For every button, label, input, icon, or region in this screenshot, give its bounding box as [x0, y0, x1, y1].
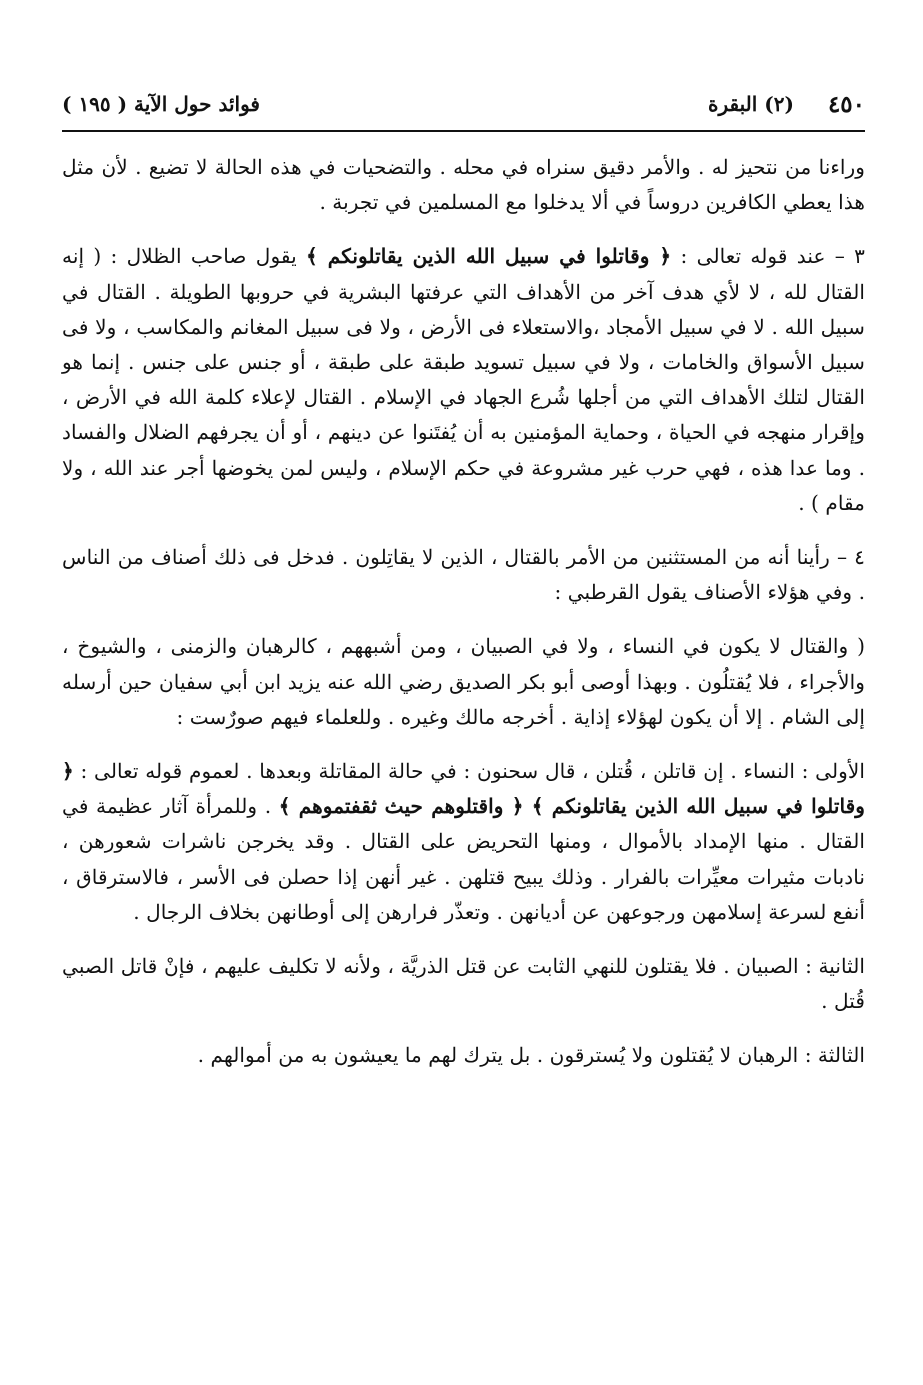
page-header [62, 84, 865, 124]
text-line: لأن مثل هذا يعطي الكافرين دروساً في ألا يدخلوا مع المسلمين في تجربة . [62, 155, 865, 215]
quote-qurtubi [62, 629, 865, 735]
surah-name: (٢) البقرة [707, 92, 794, 116]
quran-verse: ﴿ وقاتلوا في سبيل الله الذين يقاتلونكم ﴾ [306, 244, 672, 269]
paragraph-intro: ٣ – عند قوله تعالى : [671, 244, 866, 269]
text-line: يقول صاحب [190, 244, 307, 269]
text-line: الثانية : الصبيان . فلا يقتلون للنهي الثابت عن قتل الذريَّة ، ولأنه لا تكليف [268, 954, 865, 979]
quran-verse: ثقفتموهم ﴾ [278, 794, 378, 819]
text-line: على القتال . وقد يخرجن ناشرات شعورهن ، نادبات مثيرات معيِّرات بالفرار . وذلك [62, 829, 865, 889]
text-line: ( والقتال لا يكون في النساء ، ولا في الصبيان ، ومن أشبههم ، كالرهبان والزمنى ، [155, 634, 865, 659]
page-number: ٤٥٠ [827, 90, 865, 118]
text-line: ورجوعهن عن أديانهن . وتعذّر فرارهن إلى أوطانهن بخلاف الرجال . [133, 899, 686, 924]
quran-verse: ﴿ وقاتلوا في سبيل الله الذين يقاتلونكم ﴾ ﴿ واقتلوهم حيث [62, 759, 865, 819]
text-line: فهي حرب غير مشروعة في حكم الإسلام ، وليس لمن يخوضها أجر عند الله ، ولا [62, 455, 731, 480]
text-line: يبيح قتلهن . غير أنهن إذا حصلن فى الأسر ، فالاسترقاق ، أنفع لسرعة إسلامهن [62, 864, 865, 924]
text-line: شُرع الجهاد في الإسلام . القتال لإعلاء كلمة الله في الأرض ، وإقرار منهجه في الحياة ، [62, 385, 865, 445]
text-line: والشيوخ ، والأجراء ، فلا يُقتلُون . وبهذا أوصى أبو بكر الصديق رضي الله عنه يزيد [62, 634, 866, 694]
section-title: فوائد حول الآية ( ١٩٥ ) [62, 92, 260, 116]
text-line: طبقة على طبقة ، أو جنس على جنس . إنما هو القتال لتلك الأهداف التي من أجلها [62, 350, 865, 410]
paragraph-third-monks [62, 1038, 865, 1073]
text-line: الظلال : ( إنه القتال لله ، لا لأي هدف آخر من الأهداف التي عرفتها البشرية في [62, 244, 865, 304]
text-line: . وللمرأة آثار عظيمة في القتال . منها الإمداد بالأموال ، ومنها التحريض [62, 794, 865, 854]
page-body [62, 150, 865, 1074]
text-line: الأولى : النساء . إن قاتلن ، قُتلن ، قال سحنون : في حالة المقاتلة وبعدها . لعموم [188, 759, 866, 784]
text-line: عليهم ، فإنْ قاتل الصبي قُتل . [62, 954, 865, 1014]
paragraph-4 [62, 540, 865, 610]
text-line: مقام ) . [798, 490, 865, 515]
text-line: فى سبيل المغانم والمكاسب ، ولا فى سبيل الأسواق والخامات ، ولا في سبيل تسويد [62, 314, 865, 375]
paragraph-first-women [62, 754, 865, 930]
text-line: أصناف من الناس . وفي هؤلاء الأصناف يقول القرطبي : [62, 545, 865, 605]
text-line: ابن أبي سفيان حين أرسله إلى الشام . إلا أن يكون لهؤلاء إذاية . أخرجه مالك وغيره . [62, 669, 865, 729]
paragraph-continuation [62, 150, 865, 220]
text-line: وحماية المؤمنين به أن يُفتَنوا عن دينهم ، أو أن يجرفهم الضلال والفساد . وما عدا هذه ، [62, 420, 865, 480]
header-right [708, 91, 865, 118]
header-rule [62, 130, 865, 132]
text-line: قوله تعالى : [73, 759, 183, 784]
paragraph-3 [62, 239, 865, 521]
text-line: حروبها الطويلة . القتال في سبيل الله . لا في سبيل الأمجاد ،والاستعلاء فى الأرض ، ولا [62, 279, 866, 339]
text-line: ٤ – رأينا أنه من المستثنين من الأمر بالقتال ، الذين لا يقاتِلون . فدخل فى ذلك [213, 545, 865, 570]
paragraph-second-children [62, 949, 865, 1019]
text-line: الثالثة : الرهبان لا يُقتلون ولا يُسترقون . بل يترك لهم ما يعيشون به من أموالهم . [197, 1043, 865, 1068]
text-line: وراءنا من نتحيز له . والأمر دقيق سنراه في محله . والتضحيات في هذه الحالة لا تضيع . [135, 155, 866, 179]
text-line: وللعلماء فيهم صورٌست : [176, 704, 382, 729]
